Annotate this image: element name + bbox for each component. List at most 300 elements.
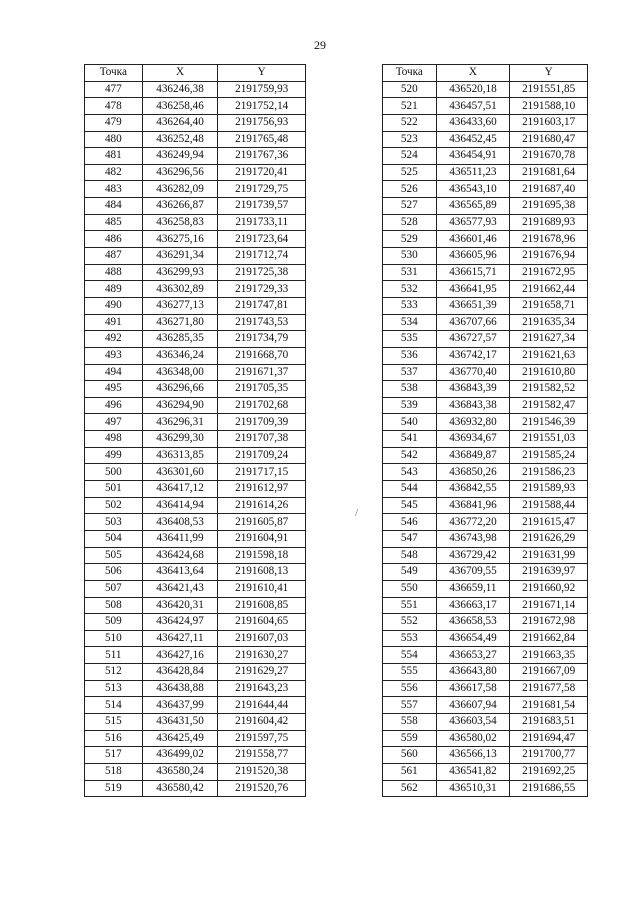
cell-x: 436543,10	[436, 181, 510, 198]
cell-point: 522	[383, 114, 437, 131]
cell-y: 2191558,77	[218, 747, 306, 764]
cell-y: 2191631,99	[510, 547, 588, 564]
cell-y: 2191658,71	[510, 297, 588, 314]
cell-x: 436658,53	[436, 614, 510, 631]
cell-x: 436249,94	[142, 148, 218, 165]
cell-x: 436843,39	[436, 381, 510, 398]
cell-point: 531	[383, 264, 437, 281]
cell-x: 436299,93	[142, 264, 218, 281]
cell-point: 492	[85, 331, 143, 348]
table-row	[85, 647, 306, 664]
cell-y: 2191702,68	[218, 397, 306, 414]
cell-y: 2191687,40	[510, 181, 588, 198]
cell-y: 2191639,97	[510, 564, 588, 581]
cell-x: 436264,40	[142, 114, 218, 131]
table-row	[383, 530, 588, 547]
table-row	[383, 564, 588, 581]
table-body-left	[85, 81, 306, 797]
cell-point: 526	[383, 181, 437, 198]
column-header-point: Точка	[383, 65, 437, 82]
cell-x: 436294,90	[142, 397, 218, 414]
cell-x: 436346,24	[142, 347, 218, 364]
cell-point: 535	[383, 331, 437, 348]
table-row	[85, 347, 306, 364]
cell-point: 542	[383, 447, 437, 464]
cell-x: 436707,66	[436, 314, 510, 331]
cell-y: 2191672,98	[510, 614, 588, 631]
cell-x: 436849,87	[436, 447, 510, 464]
table-header-row	[383, 65, 588, 82]
table-row	[85, 148, 306, 165]
cell-y: 2191712,74	[218, 248, 306, 265]
cell-y: 2191694,47	[510, 730, 588, 747]
table-row	[85, 248, 306, 265]
cell-x: 436934,67	[436, 431, 510, 448]
column-header-y: Y	[510, 65, 588, 82]
table-row	[85, 297, 306, 314]
cell-x: 436653,27	[436, 647, 510, 664]
cell-x: 436510,31	[436, 780, 510, 797]
cell-x: 436258,83	[142, 214, 218, 231]
cell-point: 510	[85, 630, 143, 647]
cell-point: 555	[383, 664, 437, 681]
cell-x: 436408,53	[142, 514, 218, 531]
cell-point: 515	[85, 713, 143, 730]
table-row	[383, 114, 588, 131]
cell-y: 2191683,51	[510, 713, 588, 730]
cell-x: 436452,45	[436, 131, 510, 148]
cell-y: 2191725,38	[218, 264, 306, 281]
cell-x: 436565,89	[436, 198, 510, 215]
cell-y: 2191729,75	[218, 181, 306, 198]
table-row	[85, 680, 306, 697]
cell-y: 2191605,87	[218, 514, 306, 531]
cell-x: 436414,94	[142, 497, 218, 514]
cell-point: 513	[85, 680, 143, 697]
cell-y: 2191667,09	[510, 664, 588, 681]
cell-y: 2191767,36	[218, 148, 306, 165]
table-row	[85, 514, 306, 531]
table-row	[383, 198, 588, 215]
cell-y: 2191681,64	[510, 164, 588, 181]
cell-point: 482	[85, 164, 143, 181]
cell-x: 436603,54	[436, 713, 510, 730]
table-row	[383, 164, 588, 181]
column-header-x: X	[142, 65, 218, 82]
table-row	[383, 297, 588, 314]
cell-x: 436271,80	[142, 314, 218, 331]
table-row	[85, 381, 306, 398]
table-row	[383, 697, 588, 714]
table-row	[85, 198, 306, 215]
table-row	[383, 730, 588, 747]
table-row	[85, 780, 306, 797]
cell-x: 436659,11	[436, 580, 510, 597]
cell-point: 529	[383, 231, 437, 248]
cell-point: 484	[85, 198, 143, 215]
cell-y: 2191586,23	[510, 464, 588, 481]
cell-x: 436654,49	[436, 630, 510, 647]
cell-point: 506	[85, 564, 143, 581]
cell-y: 2191709,39	[218, 414, 306, 431]
table-row	[383, 447, 588, 464]
table-row	[383, 580, 588, 597]
cell-x: 436709,55	[436, 564, 510, 581]
table-row	[85, 431, 306, 448]
table-row	[85, 364, 306, 381]
cell-point: 483	[85, 181, 143, 198]
cell-y: 2191717,15	[218, 464, 306, 481]
cell-point: 509	[85, 614, 143, 631]
table-row	[383, 763, 588, 780]
cell-y: 2191733,11	[218, 214, 306, 231]
cell-point: 477	[85, 81, 143, 98]
cell-x: 436277,13	[142, 297, 218, 314]
cell-y: 2191756,93	[218, 114, 306, 131]
cell-x: 436425,49	[142, 730, 218, 747]
cell-y: 2191723,64	[218, 231, 306, 248]
cell-point: 546	[383, 514, 437, 531]
cell-x: 436427,16	[142, 647, 218, 664]
cell-point: 494	[85, 364, 143, 381]
cell-x: 436302,89	[142, 281, 218, 298]
cell-point: 486	[85, 231, 143, 248]
cell-point: 544	[383, 481, 437, 498]
cell-y: 2191588,44	[510, 497, 588, 514]
cell-y: 2191597,75	[218, 730, 306, 747]
cell-y: 2191672,95	[510, 264, 588, 281]
cell-y: 2191660,92	[510, 580, 588, 597]
cell-point: 532	[383, 281, 437, 298]
table-row	[85, 614, 306, 631]
table-row	[383, 614, 588, 631]
cell-y: 2191582,52	[510, 381, 588, 398]
table-row	[85, 114, 306, 131]
cell-point: 538	[383, 381, 437, 398]
cell-y: 2191604,42	[218, 713, 306, 730]
cell-point: 497	[85, 414, 143, 431]
cell-y: 2191662,84	[510, 630, 588, 647]
cell-y: 2191695,38	[510, 198, 588, 215]
table-row	[383, 464, 588, 481]
table-row	[383, 148, 588, 165]
table-row	[383, 397, 588, 414]
cell-x: 436282,09	[142, 181, 218, 198]
cell-y: 2191551,03	[510, 431, 588, 448]
cell-x: 436438,88	[142, 680, 218, 697]
cell-point: 500	[85, 464, 143, 481]
cell-x: 436413,64	[142, 564, 218, 581]
cell-x: 436842,55	[436, 481, 510, 498]
cell-point: 521	[383, 98, 437, 115]
cell-point: 480	[85, 131, 143, 148]
cell-point: 539	[383, 397, 437, 414]
cell-point: 511	[85, 647, 143, 664]
cell-x: 436246,38	[142, 81, 218, 98]
cell-x: 436296,66	[142, 381, 218, 398]
table-row	[383, 231, 588, 248]
cell-x: 436313,85	[142, 447, 218, 464]
cell-y: 2191752,14	[218, 98, 306, 115]
cell-point: 558	[383, 713, 437, 730]
cell-x: 436275,16	[142, 231, 218, 248]
table-row	[85, 281, 306, 298]
table-row	[85, 697, 306, 714]
cell-point: 552	[383, 614, 437, 631]
cell-y: 2191686,55	[510, 780, 588, 797]
table-row	[383, 248, 588, 265]
cell-y: 2191610,80	[510, 364, 588, 381]
table-row	[85, 597, 306, 614]
table-row	[383, 81, 588, 98]
cell-x: 436511,23	[436, 164, 510, 181]
cell-point: 549	[383, 564, 437, 581]
cell-x: 436841,96	[436, 497, 510, 514]
cell-point: 554	[383, 647, 437, 664]
cell-y: 2191615,47	[510, 514, 588, 531]
cell-x: 436299,30	[142, 431, 218, 448]
cell-y: 2191546,39	[510, 414, 588, 431]
table-row	[85, 630, 306, 647]
cell-point: 551	[383, 597, 437, 614]
table-row	[85, 164, 306, 181]
cell-point: 530	[383, 248, 437, 265]
cell-point: 524	[383, 148, 437, 165]
cell-x: 436742,17	[436, 347, 510, 364]
cell-y: 2191635,34	[510, 314, 588, 331]
cell-x: 436605,96	[436, 248, 510, 265]
cell-x: 436431,50	[142, 713, 218, 730]
cell-x: 436843,38	[436, 397, 510, 414]
cell-x: 436607,94	[436, 697, 510, 714]
table-row	[85, 447, 306, 464]
cell-y: 2191729,33	[218, 281, 306, 298]
cell-y: 2191520,38	[218, 763, 306, 780]
cell-y: 2191520,76	[218, 780, 306, 797]
cell-y: 2191663,35	[510, 647, 588, 664]
cell-y: 2191681,54	[510, 697, 588, 714]
cell-x: 436743,98	[436, 530, 510, 547]
table-row	[85, 547, 306, 564]
table-row	[383, 547, 588, 564]
cell-point: 545	[383, 497, 437, 514]
table-row	[383, 647, 588, 664]
table-row	[383, 314, 588, 331]
table-row	[85, 131, 306, 148]
cell-y: 2191680,47	[510, 131, 588, 148]
cell-x: 436296,56	[142, 164, 218, 181]
cell-y: 2191747,81	[218, 297, 306, 314]
cell-y: 2191709,24	[218, 447, 306, 464]
cell-x: 436663,17	[436, 597, 510, 614]
cell-y: 2191668,70	[218, 347, 306, 364]
cell-point: 512	[85, 664, 143, 681]
cell-point: 507	[85, 580, 143, 597]
cell-y: 2191604,91	[218, 530, 306, 547]
cell-point: 488	[85, 264, 143, 281]
cell-y: 2191670,78	[510, 148, 588, 165]
cell-y: 2191603,17	[510, 114, 588, 131]
cell-y: 2191627,34	[510, 331, 588, 348]
cell-x: 436420,31	[142, 597, 218, 614]
table-row	[383, 281, 588, 298]
cell-x: 436770,40	[436, 364, 510, 381]
cell-point: 559	[383, 730, 437, 747]
table-row	[383, 497, 588, 514]
cell-y: 2191585,24	[510, 447, 588, 464]
cell-y: 2191644,44	[218, 697, 306, 714]
cell-x: 436258,46	[142, 98, 218, 115]
cell-point: 540	[383, 414, 437, 431]
cell-y: 2191612,97	[218, 481, 306, 498]
cell-x: 436651,39	[436, 297, 510, 314]
cell-point: 491	[85, 314, 143, 331]
cell-point: 561	[383, 763, 437, 780]
cell-x: 436428,84	[142, 664, 218, 681]
table-row	[383, 481, 588, 498]
cell-point: 520	[383, 81, 437, 98]
cell-y: 2191676,94	[510, 248, 588, 265]
cell-y: 2191734,79	[218, 331, 306, 348]
cell-point: 547	[383, 530, 437, 547]
cell-y: 2191643,23	[218, 680, 306, 697]
table-row	[383, 131, 588, 148]
cell-y: 2191626,29	[510, 530, 588, 547]
cell-point: 478	[85, 98, 143, 115]
cell-point: 517	[85, 747, 143, 764]
table-row	[383, 414, 588, 431]
cell-x: 436285,35	[142, 331, 218, 348]
cell-y: 2191705,35	[218, 381, 306, 398]
cell-x: 436348,00	[142, 364, 218, 381]
cell-point: 553	[383, 630, 437, 647]
cell-x: 436417,12	[142, 481, 218, 498]
cell-x: 436643,80	[436, 664, 510, 681]
cell-point: 528	[383, 214, 437, 231]
cell-point: 496	[85, 397, 143, 414]
table-row	[85, 580, 306, 597]
table-row	[85, 264, 306, 281]
table-row	[383, 214, 588, 231]
cell-y: 2191588,10	[510, 98, 588, 115]
cell-y: 2191610,41	[218, 580, 306, 597]
table-row	[85, 331, 306, 348]
cell-x: 436601,46	[436, 231, 510, 248]
cell-point: 541	[383, 431, 437, 448]
cell-y: 2191689,93	[510, 214, 588, 231]
cell-point: 548	[383, 547, 437, 564]
table-row	[85, 414, 306, 431]
cell-x: 436727,57	[436, 331, 510, 348]
table-row	[85, 231, 306, 248]
cell-point: 504	[85, 530, 143, 547]
cell-x: 436252,48	[142, 131, 218, 148]
cell-y: 2191720,41	[218, 164, 306, 181]
cell-y: 2191671,14	[510, 597, 588, 614]
cell-y: 2191582,47	[510, 397, 588, 414]
table-row	[85, 181, 306, 198]
cell-x: 436301,60	[142, 464, 218, 481]
table-row	[383, 597, 588, 614]
table-row	[85, 464, 306, 481]
cell-point: 479	[85, 114, 143, 131]
cell-x: 436433,60	[436, 114, 510, 131]
table-row	[383, 630, 588, 647]
column-header-point: Точка	[85, 65, 143, 82]
cell-point: 503	[85, 514, 143, 531]
cell-point: 493	[85, 347, 143, 364]
table-row	[85, 763, 306, 780]
cell-y: 2191604,65	[218, 614, 306, 631]
cell-point: 489	[85, 281, 143, 298]
table-row	[383, 364, 588, 381]
table-row	[383, 747, 588, 764]
cell-y: 2191662,44	[510, 281, 588, 298]
cell-y: 2191630,27	[218, 647, 306, 664]
cell-x: 436520,18	[436, 81, 510, 98]
table-row	[383, 181, 588, 198]
cell-y: 2191629,27	[218, 664, 306, 681]
table-row	[383, 431, 588, 448]
cell-x: 436424,97	[142, 614, 218, 631]
cell-point: 508	[85, 597, 143, 614]
table-row	[85, 713, 306, 730]
cell-point: 490	[85, 297, 143, 314]
cell-x: 436615,71	[436, 264, 510, 281]
cell-point: 518	[85, 763, 143, 780]
table-row	[85, 497, 306, 514]
table-row	[383, 664, 588, 681]
table-row	[85, 730, 306, 747]
cell-point: 481	[85, 148, 143, 165]
table-row	[85, 747, 306, 764]
cell-point: 505	[85, 547, 143, 564]
cell-point: 537	[383, 364, 437, 381]
cell-x: 436580,24	[142, 763, 218, 780]
cell-x: 436932,80	[436, 414, 510, 431]
cell-x: 436617,58	[436, 680, 510, 697]
column-header-y: Y	[218, 65, 306, 82]
table-row	[85, 530, 306, 547]
cell-x: 436411,99	[142, 530, 218, 547]
cell-x: 436421,43	[142, 580, 218, 597]
cell-point: 502	[85, 497, 143, 514]
cell-x: 436850,26	[436, 464, 510, 481]
cell-point: 562	[383, 780, 437, 797]
cell-point: 516	[85, 730, 143, 747]
table-row	[383, 713, 588, 730]
cell-y: 2191759,93	[218, 81, 306, 98]
cell-point: 499	[85, 447, 143, 464]
cell-x: 436499,02	[142, 747, 218, 764]
cell-x: 436291,34	[142, 248, 218, 265]
cell-x: 436454,91	[436, 148, 510, 165]
table-row	[383, 347, 588, 364]
cell-point: 560	[383, 747, 437, 764]
cell-point: 495	[85, 381, 143, 398]
cell-y: 2191608,85	[218, 597, 306, 614]
cell-y: 2191607,03	[218, 630, 306, 647]
cell-point: 523	[383, 131, 437, 148]
table-row	[85, 314, 306, 331]
cell-x: 436580,42	[142, 780, 218, 797]
table-row	[383, 514, 588, 531]
cell-x: 436541,82	[436, 763, 510, 780]
table-row	[383, 264, 588, 281]
cell-y: 2191678,96	[510, 231, 588, 248]
cell-y: 2191692,25	[510, 763, 588, 780]
cell-y: 2191608,13	[218, 564, 306, 581]
